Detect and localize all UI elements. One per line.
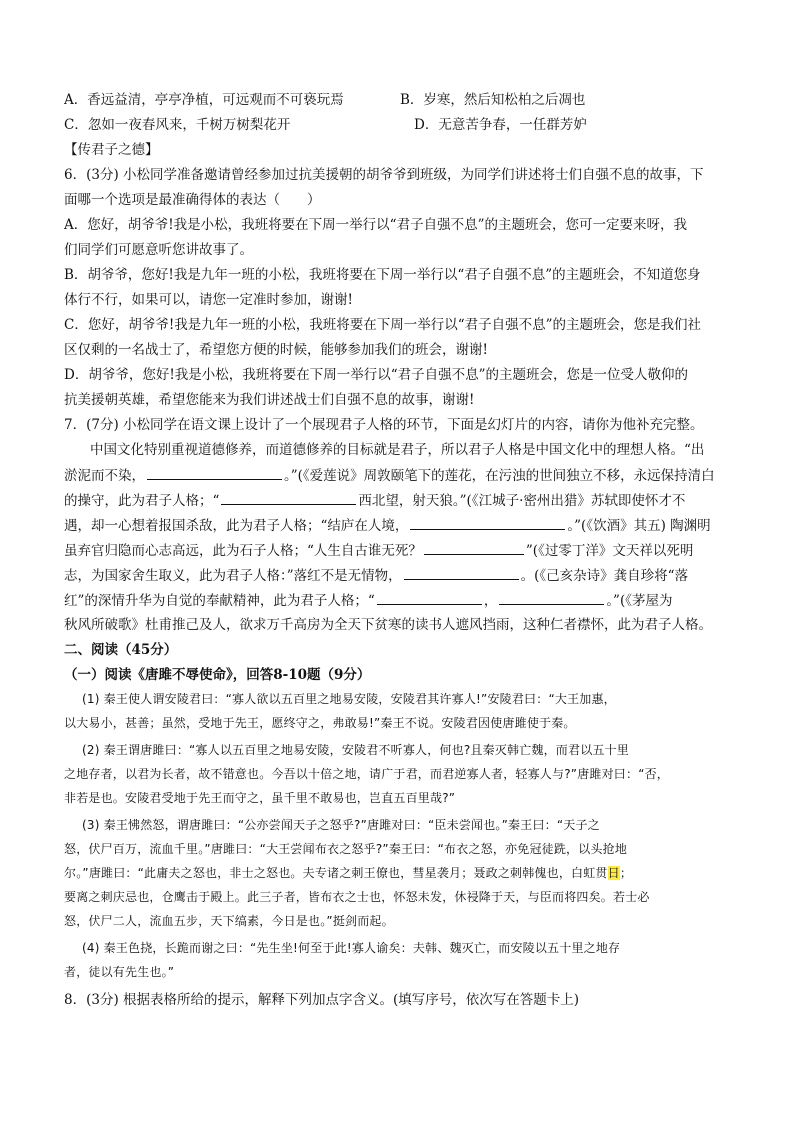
- classical-p2-line-1: (2) 秦王谓唐雎曰：“寡人以五百里之地易安陵，安陵君不听寡人，何也?且秦灭韩亡魏，而君以五十里: [82, 743, 630, 757]
- answer-blank-5[interactable]: [404, 565, 519, 580]
- q6-option-d-line-1: D．胡爷爷，您好!我是小松，我班将要在下周一举行以“君子自强不息”的主题班会，您是一位受人敬仰的: [64, 367, 689, 383]
- classical-p3-line-4: 要离之刺庆忌也，仓鹰击于殿上。此三子者，皆布衣之士也，怀怒未发，休祲降于天，与臣而将四矣。若士必: [64, 890, 650, 904]
- classical-p1-line-1: (1) 秦王使人谓安陵君曰：“寡人欲以五百里之地易安陵，安陵君其许寡人!”安陵君曰：“大王加惠，: [82, 692, 616, 706]
- q7-paragraph-line-3: 的操守，此为君子人格；“ 西北望，射天狼。”(《江城子·密州出猎》苏轼即使怀才不: [64, 490, 740, 511]
- answer-blank-4[interactable]: [424, 540, 524, 555]
- q6-option-d-line-2: 抗美援朝英雄，希望您能来为我们讲述战士们自强不息的故事，谢谢!: [64, 392, 475, 408]
- q5-option-a: A．香远益清，亭亭净植，可远观而不可亵玩焉: [64, 92, 344, 108]
- q6-option-a-line-1: A．您好，胡爷爷!我是小松，我班将要在下周一举行以“君子自强不息”的主题班会，您可一定要来呀，我: [64, 217, 687, 233]
- answer-blank-6[interactable]: [377, 590, 482, 605]
- q6-option-b-line-2: 体行不行，如果可以，请您一定准时参加，谢谢!: [64, 292, 353, 308]
- q5-option-d: D．无意苦争春，一任群芳妒: [414, 117, 587, 133]
- q6-option-c-line-1: C．您好，胡爷爷!我是九年一班的小松，我班将要在下周一举行以“君子自强不息”的主题班会，您是我们社: [64, 317, 702, 333]
- classical-p2-line-3: 非若是也。安陵君受地于先王而守之，虽千里不敢易也，岂直五百里哉?”: [64, 791, 456, 805]
- q6-option-a-line-2: 们同学们可愿意听您讲故事了。: [64, 242, 253, 258]
- section-tag: 【传君子之德】: [64, 142, 159, 158]
- q7-paragraph-line-5: 虽弃官归隐而心志高远，此为石子人格；“人生自古谁无死？ ”(《过零丁洋》文天祥以死明: [64, 540, 740, 561]
- q5-option-b: B．岁寒，然后知松柏之后凋也: [400, 92, 586, 108]
- answer-blank-7[interactable]: [499, 590, 604, 605]
- answer-blank-2[interactable]: [221, 490, 356, 505]
- q7-paragraph-line-7: 红”的深情升华为自觉的奉献精神，此为君子人格；“ ， 。”(《茅屋为: [64, 590, 740, 611]
- q8-stem: 8．(3分) 根据表格所给的提示，解释下列加点字含义。(填写序号，依次写在答题卡上): [64, 992, 580, 1008]
- classical-p3-line-2: 怒，伏尸百万，流血千里。”唐雎曰：“大王尝闻布衣之怒乎?”秦王曰：“布衣之怒，亦免冠徒跣，以头抢地: [64, 842, 628, 856]
- section-2-title: 二、阅读（45分）: [64, 642, 178, 658]
- q7-paragraph-line-8: 秋风所破歌》杜甫推己及人，欲求万千高房为全天下贫寒的读书人遮风挡雨，这种仁者襟怀，此为君子人格。: [64, 617, 712, 633]
- highlighted-character: 日: [607, 866, 620, 880]
- q6-option-c-line-2: 区仅剩的一名战士了，希望您方便的时候，能够参加我们的班会，谢谢!: [64, 342, 488, 358]
- classical-p2-line-2: 之地存者，以君为长者，故不错意也。今吾以十倍之地，请广于君，而君逆寡人者，轻寡人与?”唐雎对曰：“否，: [64, 767, 670, 781]
- q6-option-b-line-1: B．胡爷爷，您好!我是九年一班的小松，我班将要在下周一举行以“君子自强不息”的主题班会，不知道您身: [64, 267, 701, 283]
- classical-p4-line-2: 者，徒以有先生也。”: [64, 965, 175, 979]
- q5-option-c: C．忽如一夜春风来，千树万树梨花开: [64, 117, 291, 133]
- classical-p1-line-2: 以大易小，甚善；虽然，受地于先王，愿终守之，弗敢易!”秦王不说。安陵君因使唐雎使于秦。: [64, 716, 576, 730]
- answer-blank-3[interactable]: [410, 515, 565, 530]
- q7-paragraph-line-6: 志，为国家舍生取义，此为君子人格：”落红不是无情物， 。(《己亥杂诗》龚自珍将“落: [64, 565, 740, 586]
- q6-stem-line-1: 6．(3分) 小松同学准备邀请曾经参加过抗美援朝的胡爷爷到班级，为同学们讲述将士们自强不息的故事，下: [64, 167, 704, 183]
- q7-paragraph-line-4: 遇，却一心想着报国杀敌，此为君子人格；“结庐在人境， 。”(《饮酒》其五) 陶渊明: [64, 515, 740, 536]
- answer-blank-1[interactable]: [147, 465, 282, 480]
- classical-p3-line-5: 怒，伏尸二人，流血五步，天下缟素，今日是也。”挺剑而起。: [64, 914, 394, 928]
- q6-stem-line-2: 面哪一个选项是最准确得体的表达（ ）: [64, 192, 321, 208]
- classical-p3-line-1: (3) 秦王怫然怒，谓唐雎曰：“公亦尝闻天子之怒乎?”唐雎对曰：“臣未尝闻也。”秦王曰：“天子之: [82, 818, 600, 832]
- section-2-subtitle: （一）阅读《唐雎不辱使命》，回答8-10题（9分）: [64, 667, 371, 683]
- classical-p4-line-1: (4) 秦王色挠，长跪而谢之曰：“先生坐!何至于此!寡人谕矣：夫韩、魏灭亡，而安陵以五十里之地存: [82, 941, 621, 955]
- q7-stem: 7．(7分) 小松同学在语文课上设计了一个展现君子人格的环节，下面是幻灯片的内容，请你为他补充完整。: [64, 417, 704, 433]
- q5-options-row-1: [64, 90, 740, 110]
- q7-paragraph-line-2: 淤泥而不染， 。”(《爱莲说》周敦颐笔下的莲花，在污浊的世间独立不移，永远保持清白: [64, 465, 740, 486]
- q7-paragraph-line-1: 中国文化特别重视道德修养，而道德修养的目标就是君子，所以君子人格是中国文化中的理想人格。“出: [90, 442, 705, 458]
- classical-p3-line-3: 尔。”唐雎曰：“此庸夫之怒也，非士之怒也。夫专诸之刺王僚也，彗星袭月；聂政之刺韩傀也，白虹贯日；: [64, 866, 633, 880]
- q5-options-row-2: [64, 115, 740, 135]
